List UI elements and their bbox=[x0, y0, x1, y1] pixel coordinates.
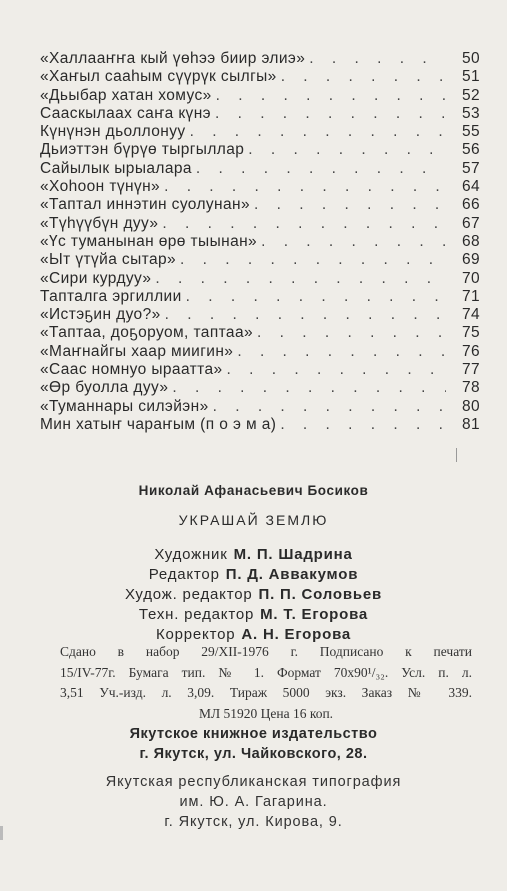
toc-entry bbox=[40, 50, 480, 68]
toc-entry-title: «Саас номнуо ыраатта» bbox=[40, 361, 223, 379]
toc-entry bbox=[40, 306, 480, 324]
toc-entry bbox=[40, 215, 480, 233]
book-title: УКРАШАЙ ЗЕМЛЮ bbox=[178, 512, 329, 528]
toc-leader-dots bbox=[280, 416, 446, 434]
credit-name: М. П. Шадрина bbox=[233, 546, 353, 563]
toc-entry-title: Дьиэттэн бүрүө тыргыллар bbox=[40, 141, 245, 159]
toc-entry bbox=[40, 68, 480, 86]
toc-leader-dots bbox=[180, 251, 446, 269]
toc-entry-page: 50 bbox=[461, 50, 480, 67]
toc-entry-title: «Халлааҥҥа кый үөһээ биир элиэ» bbox=[40, 50, 306, 67]
toc-leader-dots bbox=[172, 379, 446, 397]
toc-leader-dots bbox=[186, 288, 446, 306]
credit-role: Худож. редактор bbox=[124, 586, 253, 603]
publisher-address: г. Якутск, ул. Чайковского, 28. bbox=[139, 746, 368, 762]
credit-row-editor bbox=[0, 565, 507, 585]
toc-entry bbox=[40, 105, 480, 123]
toc-entry bbox=[40, 343, 480, 361]
toc-leader-dots bbox=[257, 324, 446, 342]
toc-entry-page: 57 bbox=[461, 159, 480, 177]
toc-entry bbox=[40, 196, 480, 214]
publisher-block bbox=[0, 724, 507, 764]
toc-leader-dots bbox=[281, 68, 446, 86]
toc-entry-title: «Истэҕин дуо?» bbox=[40, 306, 161, 324]
toc-leader-dots bbox=[165, 306, 446, 324]
toc-entry-page: 77 bbox=[461, 361, 480, 379]
toc-leader-dots bbox=[248, 141, 446, 159]
credit-role: Художник bbox=[154, 546, 228, 563]
toc-entry-page: 64 bbox=[461, 178, 480, 196]
toc-entry-page: 56 bbox=[461, 141, 480, 159]
credit-name: П. П. Соловьев bbox=[258, 586, 383, 603]
table-of-contents bbox=[40, 50, 480, 434]
toc-leader-dots bbox=[216, 87, 446, 105]
toc-leader-dots bbox=[164, 178, 446, 196]
credit-row-artist bbox=[0, 545, 507, 565]
credits-block bbox=[0, 545, 507, 645]
edge-mark bbox=[0, 826, 3, 840]
toc-entry bbox=[40, 270, 480, 288]
toc-entry-page: 51 bbox=[461, 68, 480, 86]
toc-entry-title: Тапталга эргиллии bbox=[40, 287, 182, 305]
toc-leader-dots bbox=[227, 361, 447, 379]
toc-entry-page: 66 bbox=[461, 196, 480, 214]
toc-leader-dots bbox=[162, 215, 446, 233]
print-data-line: 3,51 Уч.-изд. л. 3,09. Тираж 5000 экз. Заказ № 339. bbox=[60, 685, 472, 700]
toc-entry-title: «Түһүүбүн дуу» bbox=[40, 214, 159, 232]
toc-entry bbox=[40, 361, 480, 379]
toc-entry-page: 69 bbox=[461, 251, 480, 269]
toc-leader-dots bbox=[309, 50, 446, 68]
toc-entry bbox=[40, 178, 480, 196]
author-name: Николай Афанасьевич Босиков bbox=[138, 483, 369, 498]
toc-entry-page: 55 bbox=[461, 123, 480, 141]
printer-namesake: им. Ю. А. Гагарина. bbox=[179, 794, 328, 810]
toc-entry-title: Күнүнэн дьоллонуу bbox=[40, 123, 186, 141]
toc-entry-page: 67 bbox=[461, 214, 480, 232]
toc-entry-page: 74 bbox=[461, 306, 480, 324]
publisher-name: Якутское книжное издательство bbox=[129, 726, 378, 742]
toc-entry bbox=[40, 87, 480, 105]
credit-name: П. Д. Аввакумов bbox=[225, 566, 359, 583]
credit-name: М. Т. Егорова bbox=[260, 606, 369, 623]
toc-entry bbox=[40, 141, 480, 159]
toc-entry-page: 68 bbox=[461, 232, 480, 250]
credit-role: Техн. редактор bbox=[138, 606, 255, 623]
toc-entry-page: 81 bbox=[461, 415, 480, 433]
toc-entry-page: 76 bbox=[461, 342, 480, 360]
toc-entry-title: Сааскылаах саҥа күнэ bbox=[40, 104, 211, 122]
toc-entry bbox=[40, 160, 480, 178]
toc-leader-dots bbox=[196, 160, 446, 178]
printer-block bbox=[0, 772, 507, 832]
print-data-block bbox=[60, 642, 472, 724]
toc-entry bbox=[40, 288, 480, 306]
toc-entry-title: «Үс туманынан өрө тыынан» bbox=[40, 232, 258, 250]
toc-entry-page: 75 bbox=[461, 324, 480, 342]
credit-role: Редактор bbox=[148, 566, 220, 583]
toc-entry-title: «Дьыбар хатан хомус» bbox=[40, 86, 212, 104]
toc-entry-title: «Маҥнайгы хаар миигин» bbox=[40, 342, 234, 360]
toc-entry-title: Мин хатыҥ чараҥым (п о э м а) bbox=[40, 415, 277, 433]
toc-entry-page: 78 bbox=[461, 379, 480, 397]
toc-entry-title: «Туманнары силэйэн» bbox=[40, 397, 209, 415]
toc-entry-page: 70 bbox=[461, 269, 480, 287]
toc-entry-title: Сайылык ырыалара bbox=[40, 159, 192, 177]
toc-entry-title: «Ыт үтүйа сытар» bbox=[40, 251, 177, 269]
toc-entry bbox=[40, 416, 480, 434]
toc-leader-dots bbox=[213, 398, 446, 416]
print-data-line: Сдано в набор 29/XII-1976 г. Подписано к печати bbox=[60, 644, 472, 659]
toc-entry-page: 71 bbox=[461, 287, 480, 305]
toc-leader-dots bbox=[155, 270, 446, 288]
toc-entry bbox=[40, 398, 480, 416]
toc-entry-page: 52 bbox=[461, 86, 480, 104]
credit-role: Корректор bbox=[155, 626, 236, 643]
toc-entry-title: «Таптал иннэтин суолунан» bbox=[40, 196, 251, 214]
credit-name: А. Н. Егорова bbox=[241, 626, 352, 643]
toc-entry bbox=[40, 379, 480, 397]
print-mark bbox=[456, 448, 457, 462]
toc-entry-title: «Таптаа, доҕоруом, таптаа» bbox=[40, 324, 253, 342]
toc-leader-dots bbox=[261, 233, 446, 251]
toc-leader-dots bbox=[190, 123, 446, 141]
toc-leader-dots bbox=[215, 105, 446, 123]
print-data-line: 15/IV-77г. Бумага тип. № 1. Формат 70x90¹/₃₂. Усл. п. л. bbox=[60, 664, 472, 680]
toc-entry-title: «Өр буолла дуу» bbox=[40, 379, 169, 397]
toc-entry-title: «Хоһоон түнүн» bbox=[40, 178, 161, 196]
credit-row-tech-editor bbox=[0, 605, 507, 625]
toc-entry bbox=[40, 123, 480, 141]
toc-entry bbox=[40, 233, 480, 251]
toc-entry bbox=[40, 324, 480, 342]
printer-name: Якутская республиканская типография bbox=[105, 774, 402, 790]
toc-leader-dots bbox=[254, 196, 446, 214]
print-data-line: МЛ 51920 Цена 16 коп. bbox=[198, 705, 334, 721]
credit-row-art-editor bbox=[0, 585, 507, 605]
printer-address: г. Якутск, ул. Кирова, 9. bbox=[164, 814, 343, 830]
toc-entry-page: 53 bbox=[461, 104, 480, 122]
toc-entry bbox=[40, 251, 480, 269]
toc-entry-title: «Хаҥыл сааһым сүүрүк сылгы» bbox=[40, 68, 277, 86]
toc-entry-title: «Сири курдуу» bbox=[40, 269, 152, 287]
toc-entry-page: 80 bbox=[461, 397, 480, 415]
toc-leader-dots bbox=[237, 343, 446, 361]
